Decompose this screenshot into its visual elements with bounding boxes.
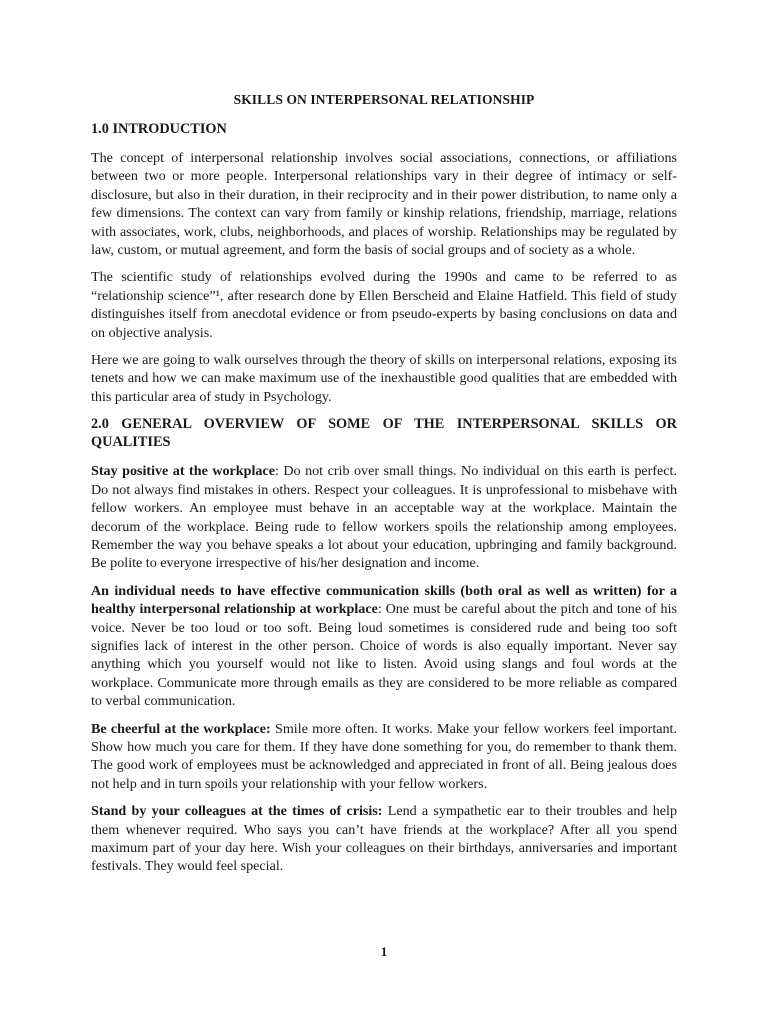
page-number: 1	[380, 944, 388, 959]
skill-lead: Stand by your colleagues at the times of crisis:	[91, 803, 383, 820]
skill-text: Smile more often. It works. Make your fellow workers feel important. Show how much you care for them. If they have done something for you, do remember to thank them. The good work of employees must be acknowledged and appreciated in front of all. Being jealous does not help and in turn spoils your relationship with your fellow workers.	[91, 720, 677, 792]
skill-paragraph	[91, 582, 677, 711]
intro-paragraph: The concept of interpersonal relationship involves social associations, connections, or affiliations between two or more people. Interpersonal relationships vary in their degree of intimacy or self-disclosure, but also in their duration, in their reciprocity and in their power distribution, to name only a few dimensions. The context can vary from family or kinship relations, friendship, marriage, relations with associates, work, clubs, neighborhoods, and places of worship. Relationships may be regulated by law, custom, or mutual agreement, and form the basis of social groups and of society as a whole.	[91, 150, 677, 259]
section-heading-introduction: 1.0 INTRODUCTION	[91, 121, 227, 137]
skill-paragraph	[91, 720, 677, 794]
skill-lead: Stay positive at the workplace	[91, 463, 275, 480]
skill-text: : One must be careful about the pitch and tone of his voice. Never be too loud or too soft. Being loud sometimes is considered rude and being too soft signifies lack of interest in the other person. Choice of words is also equally important. Never say anything which you yourself would not like to listen. Avoid using slangs and foul words at the workplace. Communicate more through emails as they are considered to be more reliable as compared to verbal communication.	[91, 601, 677, 710]
document-page	[91, 92, 677, 885]
intro-paragraph: Here we are going to walk ourselves through the theory of skills on interpersonal relations, exposing its tenets and how we can make maximum use of the inexhaustible good qualities that are embedded with this particular area of study in Psychology.	[91, 352, 677, 405]
skill-lead: Be cheerful at the workplace:	[91, 720, 271, 737]
intro-paragraph: The scientific study of relationships evolved during the 1990s and came to be referred to as “relationship science”¹, after research done by Ellen Berscheid and Elaine Hatfield. This field of study distinguishes itself from anecdotal evidence or from pseudo-experts by basing conclusions on data and on objective analysis.	[91, 269, 677, 341]
skill-lead: An individual needs to have effective communication skills (both oral as well as written) for a healthy interpersonal relationship at workplace	[91, 582, 677, 618]
section-heading-overview: 2.0 GENERAL OVERVIEW OF SOME OF THE INTERPERSONAL SKILLS OR QUALITIES	[91, 416, 677, 451]
skill-text: : Do not crib over small things. No individual on this earth is perfect. Do not always find mistakes in others. Respect your colleagues. It is unprofessional to misbehave with fellow workers. An employee must behave in an acceptable way at the workplace. Maintain the decorum of the workplace. Being rude to fellow workers spoils the relationship among employees. Remember the way you behave speaks a lot about your education, upbringing and family background. Be polite to everyone irrespective of his/her designation and income.	[91, 463, 677, 572]
skill-paragraph	[91, 802, 677, 876]
document-title: SKILLS ON INTERPERSONAL RELATIONSHIP	[233, 92, 535, 107]
skill-text: Lend a sympathetic ear to their troubles and help them whenever required. Who says you can’t have friends at the workplace? After all you spend maximum part of your day here. Wish your colleagues on their birthdays, anniversaries and important festivals. They would feel special.	[91, 803, 678, 875]
skill-paragraph	[91, 462, 677, 572]
